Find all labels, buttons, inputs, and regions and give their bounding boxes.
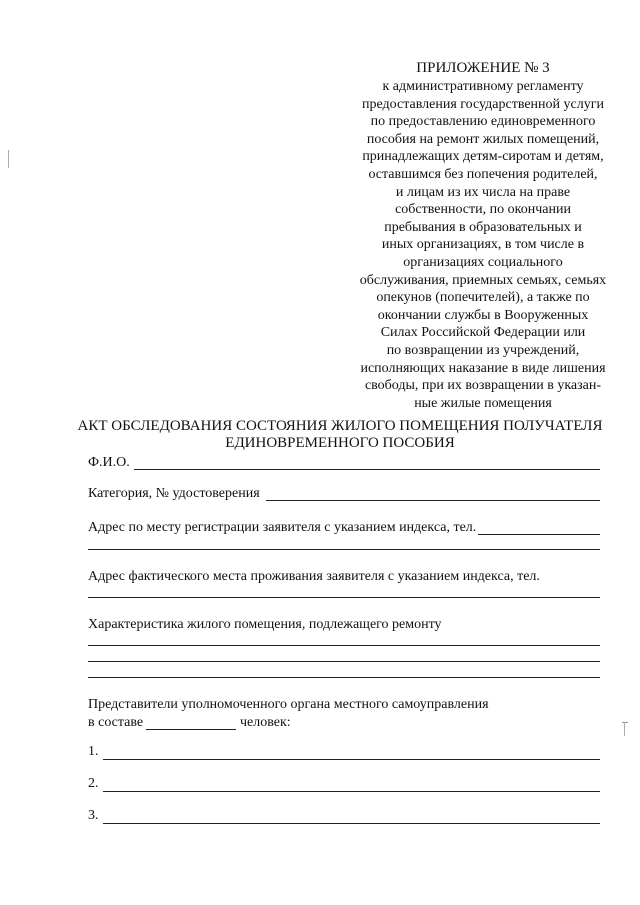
people-label: человек: bbox=[240, 715, 291, 730]
appendix-line: обслуживания, приемных семьях, семьях bbox=[359, 272, 607, 288]
reg-address-label: Адрес по месту регистрации заявителя с указанием индекса, тел. bbox=[88, 520, 477, 535]
characteristics-label: Характеристика жилого помещения, подлежащего ремонту bbox=[88, 617, 442, 632]
appendix-header bbox=[338, 58, 628, 412]
characteristics-field-line-2[interactable] bbox=[88, 661, 600, 662]
reg-address-field-line-2[interactable] bbox=[88, 549, 600, 550]
scan-mark-left bbox=[8, 150, 9, 168]
appendix-line: ные жилые помещения bbox=[414, 395, 552, 411]
appendix-line: по предоставлению единовременного bbox=[370, 114, 596, 130]
fio-label: Ф.И.О. bbox=[88, 455, 130, 470]
appendix-line: организациях социального bbox=[403, 254, 563, 270]
appendix-line: к административному регламенту bbox=[382, 79, 584, 94]
reg-address-field-line[interactable] bbox=[478, 534, 600, 535]
appendix-line: окончании службы в Вооруженных bbox=[377, 307, 589, 323]
member-count-field-line[interactable] bbox=[146, 729, 236, 730]
representatives-label: Представители уполномоченного органа местного самоуправления bbox=[88, 697, 489, 712]
member-number-3: 3. bbox=[88, 808, 99, 823]
act-title bbox=[60, 418, 620, 452]
category-label: Категория, № удостоверения bbox=[88, 486, 260, 501]
member-3-field-line[interactable] bbox=[103, 823, 600, 824]
member-2-field-line[interactable] bbox=[103, 791, 600, 792]
fio-field-line[interactable] bbox=[134, 469, 600, 470]
actual-address-label: Адрес фактического места проживания заявителя с указанием индекса, тел. bbox=[88, 569, 540, 584]
actual-address-field-line[interactable] bbox=[88, 597, 600, 598]
appendix-line: принадлежащих детям-сиротам и детям, bbox=[362, 149, 604, 165]
act-title-line-2: ЕДИНОВРЕМЕННОГО ПОСОБИЯ bbox=[225, 435, 455, 451]
appendix-line: собственности, по окончании bbox=[395, 202, 571, 218]
member-number-1: 1. bbox=[88, 744, 99, 759]
appendix-line: исполняющих наказание в виде лишения bbox=[360, 360, 606, 376]
scan-mark-right bbox=[624, 722, 625, 736]
member-number-2: 2. bbox=[88, 776, 99, 791]
scan-mark-right-top bbox=[622, 722, 628, 723]
appendix-line: по возвращении из учреждений, bbox=[386, 342, 580, 358]
appendix-line: Силах Российской Федерации или bbox=[380, 325, 586, 341]
appendix-line: иных организациях, в том числе в bbox=[381, 237, 585, 253]
appendix-line: пособия на ремонт жилых помещений, bbox=[366, 131, 600, 147]
appendix-line: свободы, при их возвращении в указан- bbox=[364, 378, 602, 394]
appendix-line: оставшимся без попечения родителей, bbox=[368, 166, 598, 182]
characteristics-field-line-1[interactable] bbox=[88, 645, 600, 646]
category-field-line[interactable] bbox=[266, 500, 600, 501]
characteristics-field-line-3[interactable] bbox=[88, 677, 600, 678]
in-composition-label: в составе bbox=[88, 715, 144, 730]
appendix-title: ПРИЛОЖЕНИЕ № 3 bbox=[416, 60, 550, 76]
act-title-line-1: АКТ ОБСЛЕДОВАНИЯ СОСТОЯНИЯ ЖИЛОГО ПОМЕЩЕНИЯ ПОЛУЧАТЕЛЯ bbox=[77, 418, 603, 434]
appendix-line: предоставления государственной услуги bbox=[362, 96, 604, 112]
appendix-line: пребывания в образовательных и bbox=[384, 219, 582, 235]
appendix-line: и лицам из их числа на праве bbox=[395, 184, 571, 200]
member-1-field-line[interactable] bbox=[103, 759, 600, 760]
appendix-line: опекунов (попечителей), а также по bbox=[376, 290, 590, 306]
